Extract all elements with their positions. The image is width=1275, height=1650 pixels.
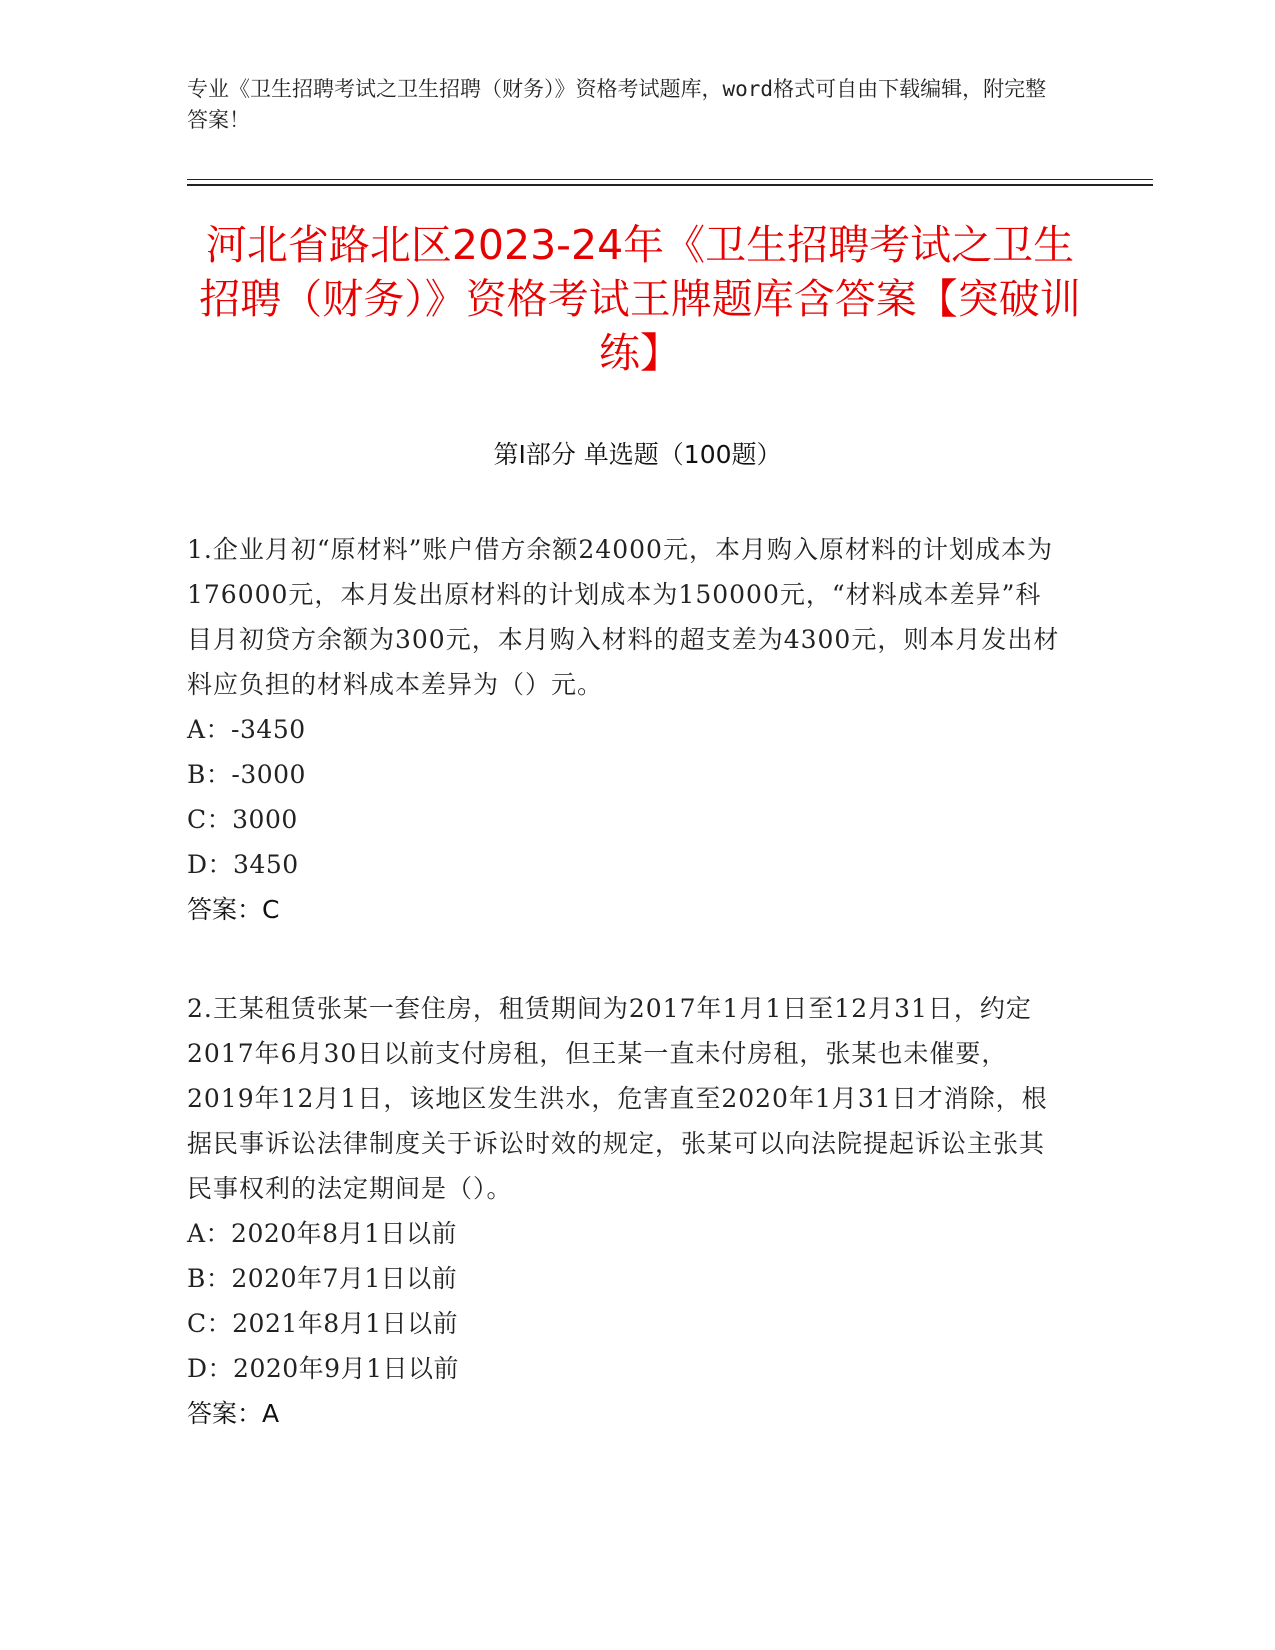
question-stem: 2.王某租赁张某一套住房，租赁期间为2017年1月1日至12月31日，约定2017年6月30日以前支付房租，但王某一直未付房租，张某也未催要，2019年12月1日，该地区发生洪水，危害直至2020年1月31日才消除，根据民事诉讼法律制度关于诉讼时效的规定，张某可以向法院提起诉讼主张其民事权利的法定期间是（）。 [187,994,1048,1203]
document-title: 河北省路北区2023-24年《卫生招聘考试之卫生招聘（财务）》资格考试王牌题库含答案【突破训练】 [199,221,1081,377]
question-1 [187,527,1067,932]
option-c: C：3000 [187,805,298,834]
question-stem: 1.企业月初“原材料”账户借方余额24000元，本月购入原材料的计划成本为176000元，本月发出原材料的计划成本为150000元，“材料成本差异”科目月初贷方余额为300元，本月购入材料的超支差为4300元，则本月发出材料应负担的材料成本差异为（）元。 [187,535,1060,699]
answer-line: 答案：C [187,895,280,924]
header-note: 专业《卫生招聘考试之卫生招聘（财务）》资格考试题库，word格式可自由下载编辑，附完整答案！ [187,77,1047,132]
option-c: C：2021年8月1日以前 [187,1309,459,1338]
option-b: B：-3000 [187,760,306,789]
option-d: D：2020年9月1日以前 [187,1354,459,1383]
option-a: A：-3450 [187,715,306,744]
header-divider-thin [187,179,1153,180]
option-a: A：2020年8月1日以前 [187,1219,457,1248]
section-title: 第Ⅰ部分 单选题（100题） [493,440,782,469]
question-2 [187,986,1067,1436]
option-d: D：3450 [187,850,299,879]
header-divider-thick [187,184,1153,186]
option-b: B：2020年7月1日以前 [187,1264,458,1293]
answer-line: 答案：A [187,1399,280,1428]
